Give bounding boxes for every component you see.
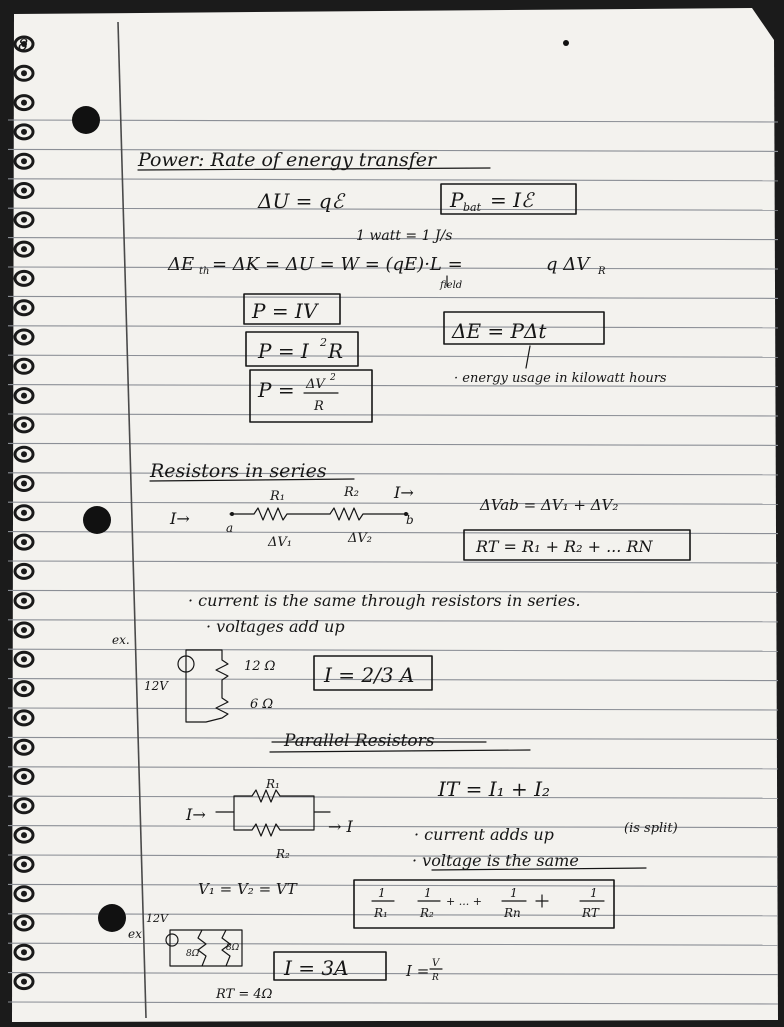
spiral-hole xyxy=(21,158,27,164)
frac2-den: R₂ xyxy=(420,906,434,920)
parallel-r1-label: R₁ xyxy=(266,777,280,791)
parallel-it-equation: IT = I₁ + I₂ xyxy=(438,777,551,801)
spiral-hole xyxy=(21,246,27,252)
energy-chain: = ΔK = ΔU = W = (qE)·L = xyxy=(212,254,463,275)
parallel-voltage-equation: V₁ = V₂ = VT xyxy=(198,880,297,898)
power-title: Power: Rate of energy transfer xyxy=(138,149,437,171)
parallel-example-label: ex xyxy=(128,927,142,941)
chain-delta-e-sub: th xyxy=(199,266,210,277)
frac2-num: 1 xyxy=(424,886,432,900)
spiral-hole xyxy=(21,920,27,926)
eq-p-v2r-den: R xyxy=(314,399,324,414)
watt-definition: 1 watt = 1 J/s xyxy=(356,228,453,244)
spiral-hole xyxy=(21,334,27,340)
spiral-hole xyxy=(21,451,27,457)
series-current-in: I→ xyxy=(170,509,190,528)
parallel-current-in: I→ xyxy=(186,805,206,824)
spiral-hole xyxy=(21,949,27,955)
energy-note: · energy usage in kilowatt hours xyxy=(454,371,667,386)
eq-pbat-rest: = Iℰ xyxy=(490,188,534,212)
spiral-hole xyxy=(21,861,27,867)
series-dv-sum: ΔVab = ΔV₁ + ΔV₂ xyxy=(480,496,619,514)
eq-p-v2r-sup: 2 xyxy=(330,373,336,383)
spiral-hole xyxy=(21,774,27,780)
parallel-note-split: (is split) xyxy=(624,821,678,836)
spiral-hole xyxy=(21,188,27,194)
parallel-ohms-law-num: V xyxy=(432,958,440,969)
parallel-note-current: · current adds up xyxy=(414,825,554,844)
parallel-battery-label: 12V xyxy=(146,912,168,925)
series-note-current: · current is the same through resistors in series. xyxy=(188,591,581,610)
spiral-hole xyxy=(21,275,27,281)
frac1-den: R₁ xyxy=(374,906,388,920)
spiral-hole xyxy=(21,803,27,809)
parallel-r-left-label: 8Ω xyxy=(186,949,200,959)
spiral-hole xyxy=(21,217,27,223)
spiral-hole xyxy=(21,305,27,311)
chain-q-dv: q ΔV xyxy=(546,254,590,275)
eq-p-v2r-num: ΔV xyxy=(306,377,325,392)
parallel-title: Parallel Resistors xyxy=(284,731,435,751)
ink-dot xyxy=(563,40,569,46)
spiral-hole xyxy=(21,100,27,106)
eq-p-i2r-a: P = I xyxy=(258,339,309,363)
spiral-hole xyxy=(21,481,27,487)
frac3-den: Rn xyxy=(504,906,521,920)
eq-p-v2r-a: P = xyxy=(258,378,295,402)
series-current-out: I→ xyxy=(394,483,414,502)
eq-pbat-sub: bat xyxy=(463,201,482,214)
parallel-r-right-label: 8Ω xyxy=(226,943,240,953)
spiral-hole xyxy=(21,656,27,662)
series-r1-label: R₁ xyxy=(270,489,285,504)
parallel-ohms-law-den: R xyxy=(432,973,439,983)
spiral-hole xyxy=(21,363,27,369)
spiral-hole xyxy=(21,393,27,399)
chain-q-dv-sub: R xyxy=(598,266,606,277)
series-12-ohm-label: 12 Ω xyxy=(244,659,276,674)
parallel-rt4: RT = 4Ω xyxy=(216,987,273,1002)
eq-p-i2r-b: R xyxy=(328,339,344,363)
node-a-dot xyxy=(230,512,234,516)
eq-p-i2r-sup: 2 xyxy=(320,336,327,349)
spiral-hole xyxy=(21,70,27,76)
spiral-hole xyxy=(21,129,27,135)
eq-delta-u: ΔU = qℰ xyxy=(258,189,344,213)
parallel-note-voltage: · voltage is the same xyxy=(412,851,579,870)
spiral-hole xyxy=(21,598,27,604)
spiral-hole xyxy=(21,891,27,897)
series-r2-label: R₂ xyxy=(344,485,359,500)
spiral-hole xyxy=(21,686,27,692)
eq-p-iv: P = IV xyxy=(252,299,318,323)
punch-hole-bottom xyxy=(98,904,126,932)
frac4-num: 1 xyxy=(590,886,598,900)
series-answer: I = 2/3 A xyxy=(324,663,415,687)
frac4-den: RT xyxy=(582,906,599,920)
series-dv1-label: ΔV₁ xyxy=(268,535,292,550)
field-note: field xyxy=(440,280,463,291)
spiral-hole xyxy=(21,744,27,750)
series-6-ohm-label: 6 Ω xyxy=(250,697,274,712)
frac-dots: + ... + xyxy=(446,895,482,908)
spiral-hole xyxy=(21,627,27,633)
parallel-current-out: → I xyxy=(328,817,353,836)
series-battery-label: 12V xyxy=(144,679,168,693)
node-a-label: a xyxy=(226,521,234,535)
series-note-voltage: · voltages add up xyxy=(206,617,345,636)
eq-pbat-p: P xyxy=(450,188,464,212)
spiral-hole xyxy=(21,510,27,516)
spiral-hole xyxy=(21,568,27,574)
spiral-hole xyxy=(21,979,27,985)
punch-hole-top xyxy=(72,106,100,134)
eq-de-pdt: ΔE = PΔt xyxy=(452,319,547,343)
punch-hole-middle xyxy=(83,506,111,534)
margin-mark: 8 xyxy=(18,35,29,54)
series-title: Resistors in series xyxy=(150,460,327,482)
frac3-num: 1 xyxy=(510,886,518,900)
parallel-ohms-law-a: I = xyxy=(406,962,430,980)
parallel-answer: I = 3A xyxy=(284,956,349,980)
series-rt-formula: RT = R₁ + R₂ + ... RN xyxy=(476,537,653,556)
parallel-r2-label: R₂ xyxy=(276,847,290,861)
spiral-hole xyxy=(21,422,27,428)
node-b-label: b xyxy=(406,513,414,527)
chain-delta-e: ΔE xyxy=(168,254,195,275)
series-dv2-label: ΔV₂ xyxy=(348,531,372,546)
spiral-hole xyxy=(21,539,27,545)
frac1-num: 1 xyxy=(378,886,386,900)
spiral-hole xyxy=(21,715,27,721)
series-example-label: ex. xyxy=(112,633,130,647)
spiral-hole xyxy=(21,832,27,838)
